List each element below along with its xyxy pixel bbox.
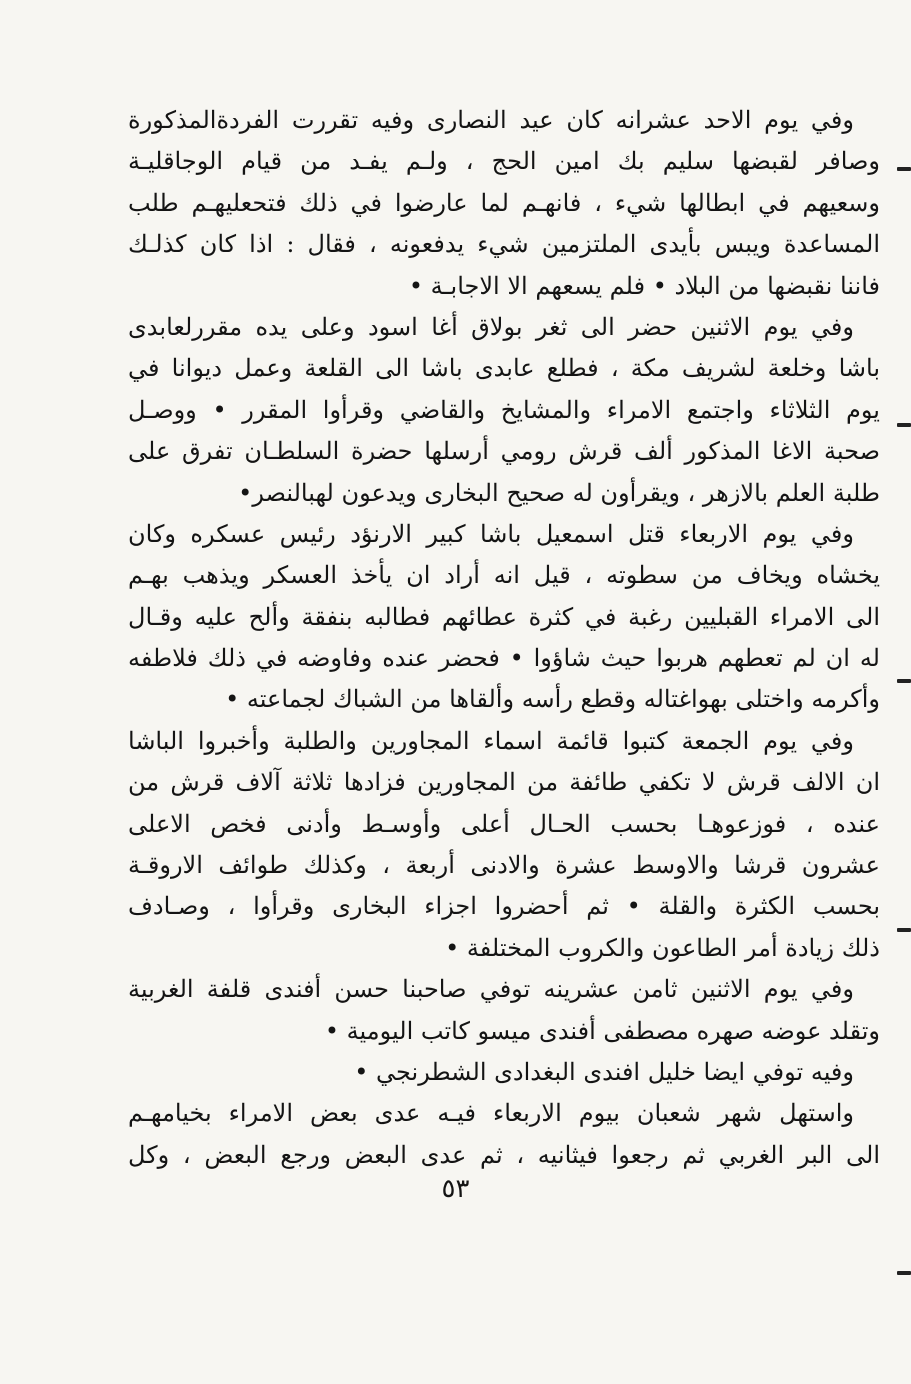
text-line: وصافر لقبضها سليم بك امين الحج ، ولـم يفـد من قيام الوجاقليـة [128,147,880,176]
text-line: وفي يوم الجمعة كتبوا قائمة اسماء المجاورين والطلبة وأخبروا الباشا [128,726,854,755]
text-line: وسعيهم في ابطالها شيء ، فانهـم لما عارضوا في ذلك فتحعليهـم طلب [128,188,880,217]
text-line: وأكرمه واختلى بهواغتاله وقطع رأسه وألقاها من الشباك لجماعته • [225,685,880,714]
text-line: المساعدة ويبس بأيدى الملتزمين شيء يدفعونه ، فقال : اذا كان كذلـك [128,230,880,259]
text-line: له ان لم تعطهم هربوا حيث شاؤوا • فحضر عنده وفاوضه في ذلك فلاطفه [128,644,880,673]
text-line: وفي يوم الاثنين ثامن عشرينه توفي صاحبنا حسن أفندى قلفة الغربية [128,975,854,1004]
text-line: الى البر الغربي ثم رجعوا فيثانيه ، ثم عدى البعض ورجع البعض ، وكل [128,1140,880,1169]
margin-mark [897,423,911,427]
text-line: يخشاه ويخاف من سطوته ، قيل انه أراد ان يأخذ العسكر ويذهب بهـم [128,561,880,590]
text-line: وفي يوم الاحد عشرانه كان عيد النصارى وفيه تقررت الفردةالمذكورة [128,106,854,134]
margin-mark [897,928,911,932]
text-line: عنده ، فوزعوهـا بحسب الحـال أعلى وأوسـط وأدنى فخص الاعلى [128,809,880,838]
page-number: ٥٣ [441,1174,470,1204]
margin-mark [897,1271,911,1275]
margin-mark [897,167,911,171]
text-line: وفي يوم الاربعاء قتل اسمعيل باشا كبير الارنؤد رئيس عسكره وكان [128,519,854,548]
text-line: طلبة العلم بالازهر ، ويقرأون له صحيح البخارى ويدعون لهبالنصر• [238,478,880,507]
text-line: وفيه توفي ايضا خليل افندى البغدادى الشطرنجي • [354,1057,854,1086]
text-line: ذلك زيادة أمر الطاعون والكروب المختلفة • [445,933,880,962]
text-line: يوم الثلاثاء واجتمع الامراء والمشايخ والقاضي وقرأوا المقرر • ووصـل [128,395,880,424]
text-line: فاننا نقبضها من البلاد • فلم يسعهم الا الاجابـة • [408,271,880,300]
text-line: عشرون قرشا والاوسط عشرة والادنى أربعة ، وكذلك طوائف الاروقـة [128,851,880,880]
text-line: باشا وخلعة لشريف مكة ، فطلع عابدى باشا الى القلعة وعمل ديوانا في [128,354,880,383]
text-line: بحسب الكثرة والقلة • ثم أحضروا اجزاء البخارى وقرأوا ، وصـادف [128,892,880,921]
body-text [128,100,880,1176]
margin-mark [897,679,911,683]
text-line: وفي يوم الاثنين حضر الى ثغر بولاق أغا اسود وعلى يده مقررلعابدى [128,312,854,341]
text-line: واستهل شهر شعبان بيوم الاربعاء فيـه عدى بعض الامراء بخيامهـم [128,1099,854,1128]
text-line: ان الالف قرش لا تكفي طائفة من المجاورين فزادها ثلاثة آلاف قرش من [128,768,880,797]
text-line: الى الامراء القبليين رغبة في كثرة عطائهم فطالبه بنفقة وألح عليه وقـال [128,602,880,631]
text-line: صحبة الاغا المذكور ألف قرش رومي أرسلها حضرة السلطـان تفرق على [128,437,880,466]
text-line: وتقلد عوضه صهره مصطفى أفندى ميسو كاتب اليومية • [324,1016,880,1045]
